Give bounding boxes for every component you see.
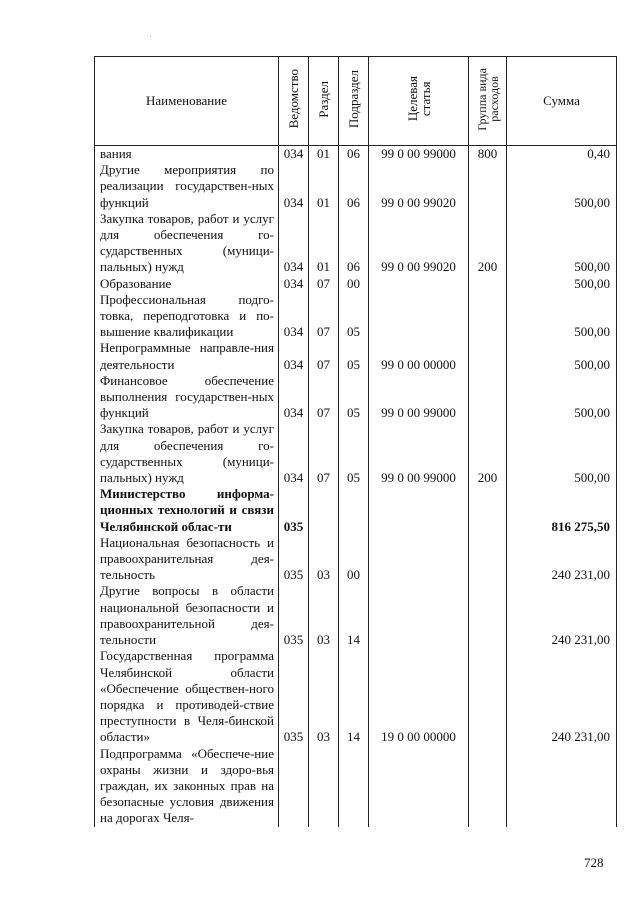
table-row (95, 373, 617, 422)
cell-summa: 500,00 (507, 276, 617, 292)
cell-podrazdel: 14 (339, 583, 369, 648)
cell-name: вания (95, 146, 279, 163)
cell-name: Профессиональная подго-товка, переподготовка и по-вышение квалификации (95, 292, 279, 341)
cell-celevaya-statya (369, 292, 469, 341)
cell-vedomstvo: 035 (279, 486, 309, 535)
cell-vedomstvo: 034 (279, 276, 309, 292)
cell-summa: 500,00 (507, 421, 617, 486)
cell-razdel (309, 486, 339, 535)
cell-gruppa: 800 (469, 146, 507, 163)
cell-vedomstvo: 034 (279, 373, 309, 422)
cell-summa: 240 231,00 (507, 648, 617, 745)
cell-celevaya-statya: 99 0 00 99020 (369, 211, 469, 276)
cell-celevaya-statya: 19 0 00 00000 (369, 648, 469, 745)
cell-gruppa (469, 648, 507, 745)
table-row (95, 146, 617, 163)
cell-summa: 500,00 (507, 211, 617, 276)
cell-gruppa (469, 373, 507, 422)
table-row (95, 211, 617, 276)
cell-celevaya-statya (369, 276, 469, 292)
cell-razdel: 03 (309, 648, 339, 745)
cell-celevaya-statya (369, 746, 469, 827)
cell-podrazdel: 05 (339, 292, 369, 341)
cell-gruppa: 200 (469, 211, 507, 276)
cell-name: Образование (95, 276, 279, 292)
cell-gruppa (469, 340, 507, 372)
cell-podrazdel (339, 746, 369, 827)
cell-podrazdel: 05 (339, 340, 369, 372)
cell-celevaya-statya (369, 486, 469, 535)
cell-summa: 0,40 (507, 146, 617, 163)
cell-name: Непрограммные направле-ния деятельности (95, 340, 279, 372)
header-vedomstvo: Ведомство (279, 57, 309, 146)
cell-razdel: 07 (309, 292, 339, 341)
cell-podrazdel: 05 (339, 373, 369, 422)
cell-razdel (309, 746, 339, 827)
header-gruppa-vida-raskhodov: Группа вида расходов (469, 57, 507, 146)
cell-name: Государственная программа Челябинской области «Обеспечение обществен-ного порядка и противодей-ствие преступности в Челя-бинской области» (95, 648, 279, 745)
cell-gruppa: 200 (469, 421, 507, 486)
cell-podrazdel: 05 (339, 421, 369, 486)
cell-vedomstvo: 035 (279, 583, 309, 648)
cell-razdel: 03 (309, 535, 339, 584)
cell-name: Другие вопросы в области национальной безопасности и правоохранительной дея-тельности (95, 583, 279, 648)
cell-razdel: 01 (309, 162, 339, 211)
cell-vedomstvo: 034 (279, 340, 309, 372)
cell-podrazdel: 06 (339, 211, 369, 276)
cell-name: Национальная безопасность и правоохранительная дея-тельность (95, 535, 279, 584)
cell-summa: 240 231,00 (507, 583, 617, 648)
cell-summa: 500,00 (507, 162, 617, 211)
table-row (95, 583, 617, 648)
budget-table (94, 56, 617, 827)
cell-celevaya-statya (369, 535, 469, 584)
cell-vedomstvo: 034 (279, 292, 309, 341)
cell-summa: 240 231,00 (507, 535, 617, 584)
cell-summa: 500,00 (507, 340, 617, 372)
table-row (95, 486, 617, 535)
cell-summa: 816 275,50 (507, 486, 617, 535)
table-row (95, 746, 617, 827)
cell-celevaya-statya: 99 0 00 99000 (369, 421, 469, 486)
cell-vedomstvo: 035 (279, 535, 309, 584)
cell-vedomstvo: 034 (279, 162, 309, 211)
cell-gruppa (469, 535, 507, 584)
cell-name: Другие мероприятия по реализации государствен-ных функций (95, 162, 279, 211)
table-row (95, 292, 617, 341)
cell-gruppa (469, 162, 507, 211)
header-razdel: Раздел (309, 57, 339, 146)
cell-name: Министерство информа-ционных технологий и связи Челябинской облас-ти (95, 486, 279, 535)
cell-gruppa (469, 292, 507, 341)
header-name: Наименование (95, 57, 279, 146)
cell-razdel: 03 (309, 583, 339, 648)
cell-podrazdel: 14 (339, 648, 369, 745)
header-podrazdel: Подраздел (339, 57, 369, 146)
cell-summa: 500,00 (507, 373, 617, 422)
table-row (95, 648, 617, 745)
header-summa: Сумма (507, 57, 617, 146)
cell-celevaya-statya: 99 0 00 99000 (369, 373, 469, 422)
cell-gruppa (469, 486, 507, 535)
table-header (95, 57, 617, 146)
cell-vedomstvo: 034 (279, 146, 309, 163)
cell-vedomstvo: 034 (279, 421, 309, 486)
table-row (95, 162, 617, 211)
cell-podrazdel: 06 (339, 162, 369, 211)
table-row (95, 340, 617, 372)
cell-name: Закупка товаров, работ и услуг для обеспечения го-сударственных (муници-пальных) нужд (95, 211, 279, 276)
table-row (95, 421, 617, 486)
cell-vedomstvo (279, 746, 309, 827)
page-number: 728 (584, 855, 604, 870)
cell-name: Подпрограмма «Обеспече-ние охраны жизни и здоро-вья граждан, их законных прав на безопасные условия движения на дорогах Челя- (95, 746, 279, 827)
cell-razdel: 07 (309, 373, 339, 422)
cell-name: Закупка товаров, работ и услуг для обеспечения го-сударственных (муници-пальных) нужд (95, 421, 279, 486)
cell-summa (507, 746, 617, 827)
cell-razdel: 01 (309, 211, 339, 276)
table-row (95, 276, 617, 292)
cell-summa: 500,00 (507, 292, 617, 341)
cell-vedomstvo: 034 (279, 211, 309, 276)
cell-razdel: 01 (309, 146, 339, 163)
cell-celevaya-statya: 99 0 00 99000 (369, 146, 469, 163)
cell-razdel: 07 (309, 276, 339, 292)
cell-podrazdel: 00 (339, 535, 369, 584)
cell-podrazdel (339, 486, 369, 535)
cell-podrazdel: 06 (339, 146, 369, 163)
cell-podrazdel: 00 (339, 276, 369, 292)
cell-celevaya-statya: 99 0 00 00000 (369, 340, 469, 372)
cell-name: Финансовое обеспечение выполнения государствен-ных функций (95, 373, 279, 422)
cell-gruppa (469, 276, 507, 292)
cell-celevaya-statya: 99 0 00 99020 (369, 162, 469, 211)
cell-gruppa (469, 583, 507, 648)
cell-gruppa (469, 746, 507, 827)
cell-razdel: 07 (309, 340, 339, 372)
cell-razdel: 07 (309, 421, 339, 486)
scan-speck (150, 36, 151, 37)
header-celevaya-statya: Целевая статья (369, 57, 469, 146)
table-body (95, 146, 617, 827)
cell-vedomstvo: 035 (279, 648, 309, 745)
cell-celevaya-statya (369, 583, 469, 648)
table-row (95, 535, 617, 584)
